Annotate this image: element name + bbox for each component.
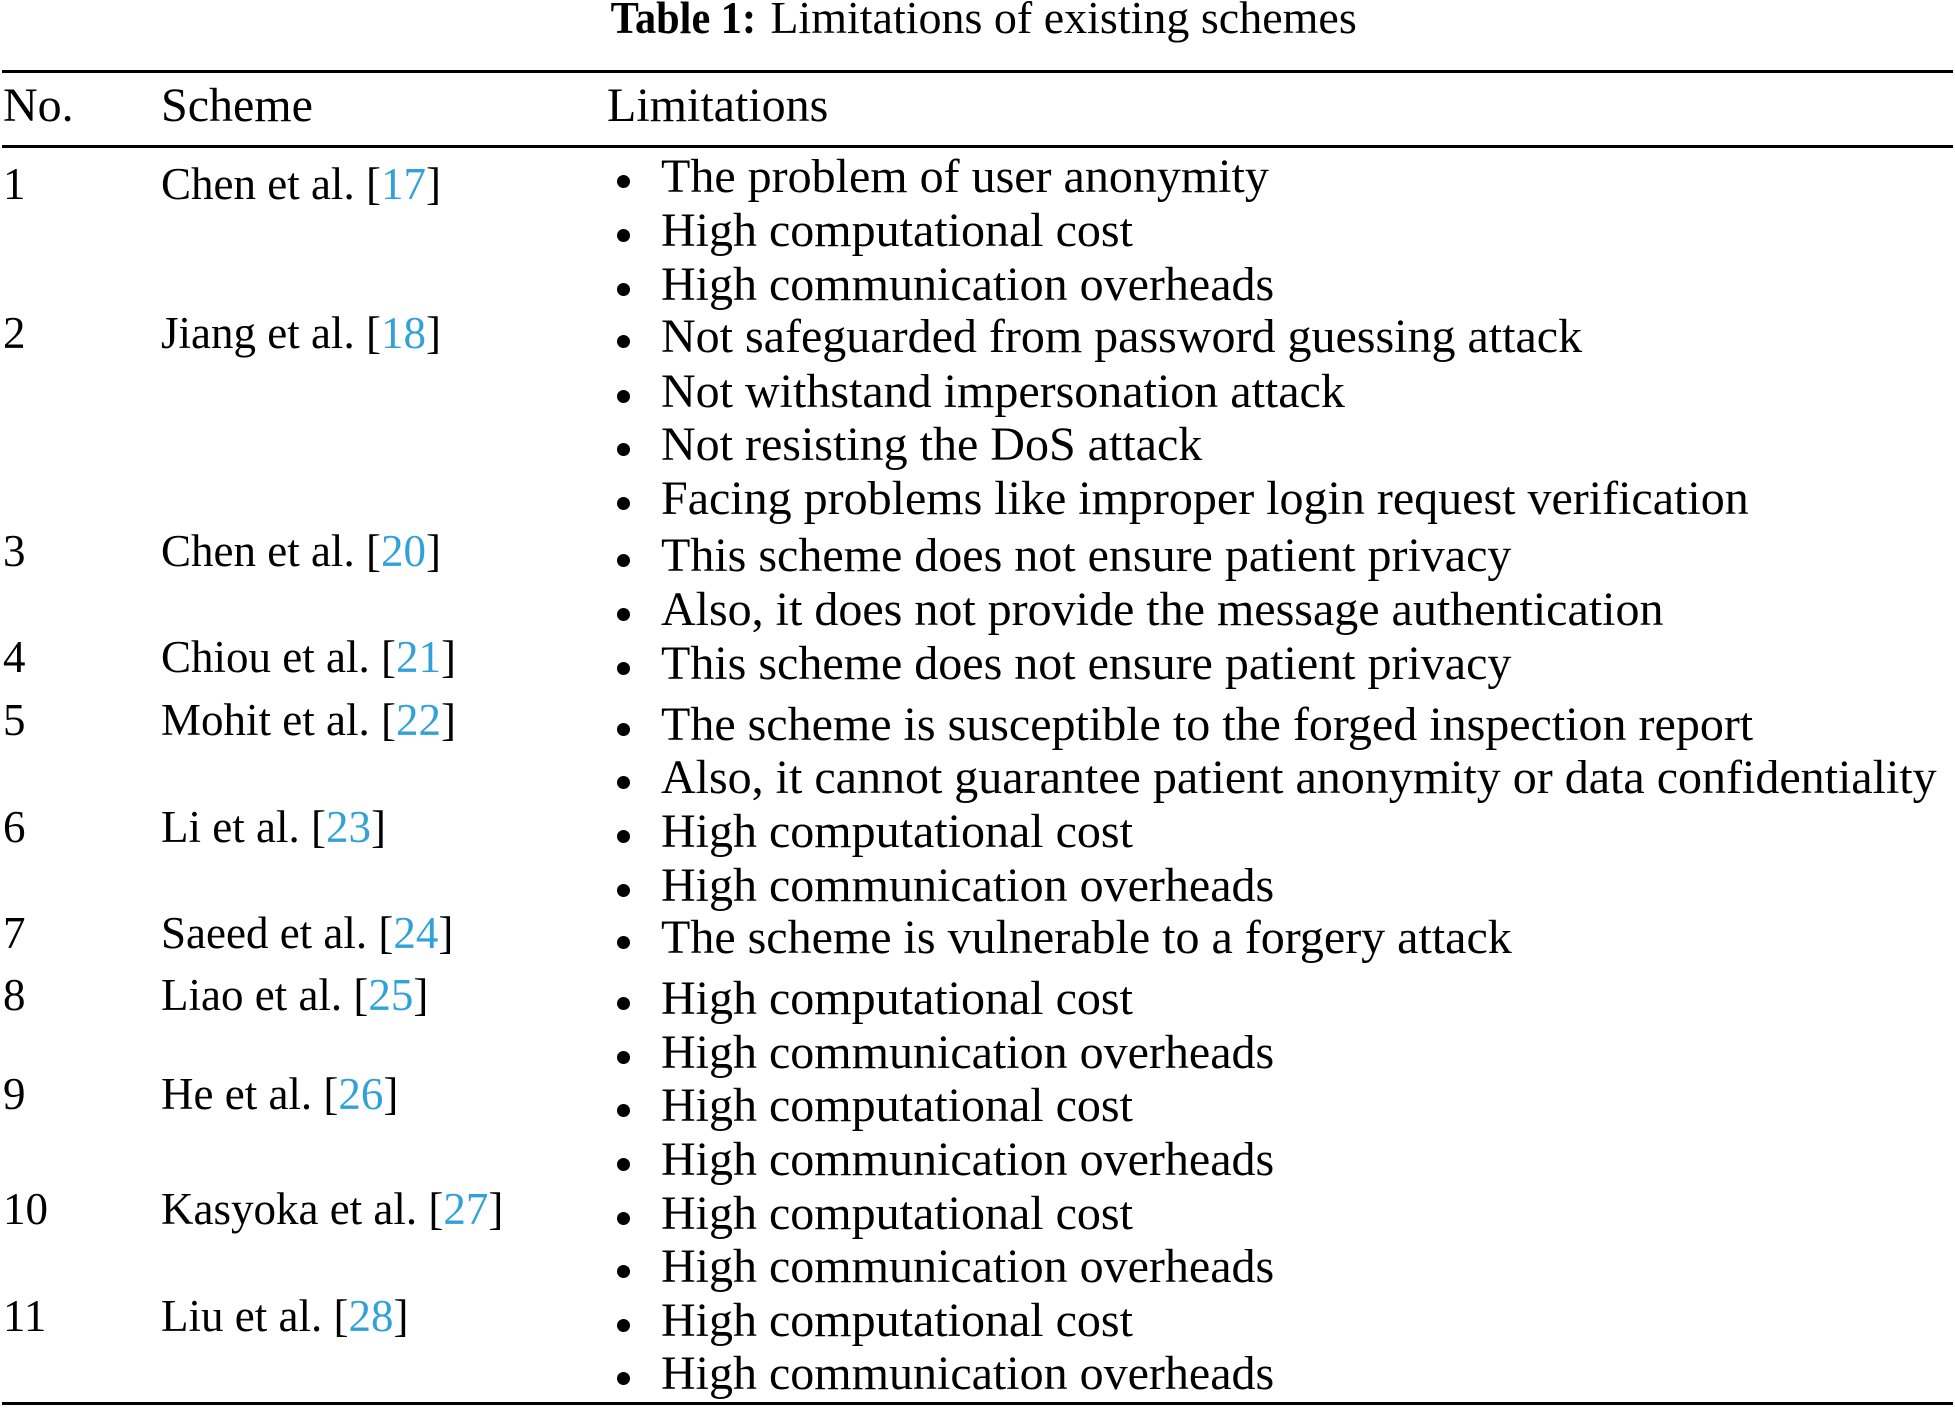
header-scheme: Scheme xyxy=(161,79,313,132)
scheme-cell xyxy=(161,1291,409,1341)
bracket: [ xyxy=(369,695,396,745)
limitation-item: This scheme does not ensure patient privacy xyxy=(661,529,1512,582)
limitation-item: High computational cost xyxy=(661,1187,1133,1240)
limitation-item: The problem of user anonymity xyxy=(661,150,1269,203)
limitation-item: The scheme is vulnerable to a forgery attack xyxy=(661,911,1512,964)
bracket: ] xyxy=(488,1184,504,1234)
limitation-item: High computational cost xyxy=(661,1079,1133,1132)
bracket: [ xyxy=(354,308,381,358)
limitation-item: The scheme is susceptible to the forged inspection report xyxy=(661,698,1754,751)
scheme-name: Kasyoka et al. xyxy=(161,1184,418,1234)
bracket: ] xyxy=(425,526,441,576)
caption-label: Table 1: xyxy=(610,0,757,43)
scheme-cell xyxy=(161,526,441,576)
row-number: 4 xyxy=(3,632,26,682)
citation-link[interactable]: 26 xyxy=(338,1069,384,1119)
scheme-cell xyxy=(161,632,456,682)
bullet-icon xyxy=(617,335,630,348)
bullet-icon xyxy=(617,608,630,621)
row-number: 11 xyxy=(3,1291,47,1341)
bullet-icon xyxy=(617,1212,630,1225)
row-number: 7 xyxy=(3,908,26,958)
bullet-icon xyxy=(617,1104,630,1117)
row-number: 3 xyxy=(3,526,26,576)
citation-link[interactable]: 17 xyxy=(380,159,426,209)
limitation-item: High communication overheads xyxy=(661,1347,1275,1400)
bracket: [ xyxy=(342,970,369,1020)
bracket: [ xyxy=(322,1291,349,1341)
scheme-name: Saeed et al. xyxy=(161,908,368,958)
limitation-item: High communication overheads xyxy=(661,258,1275,311)
bracket: ] xyxy=(440,695,456,745)
bullet-icon xyxy=(617,1265,630,1278)
caption-text: Limitations of existing schemes xyxy=(770,0,1357,43)
citation-link[interactable]: 28 xyxy=(348,1291,394,1341)
table-caption xyxy=(0,0,1955,41)
row-number: 9 xyxy=(3,1069,26,1119)
citation-link[interactable]: 24 xyxy=(393,908,439,958)
bullet-icon xyxy=(617,554,630,567)
bullet-icon xyxy=(617,283,630,296)
bullet-icon xyxy=(617,936,630,949)
limitation-item: Not withstand impersonation attack xyxy=(661,365,1345,418)
scheme-name: Mohit et al. xyxy=(161,695,370,745)
limitation-item: High communication overheads xyxy=(661,1240,1275,1293)
bracket: ] xyxy=(438,908,454,958)
bullet-icon xyxy=(617,1319,630,1332)
scheme-name: Chen et al. xyxy=(161,159,355,209)
scheme-name: Li et al. xyxy=(161,802,300,852)
scheme-cell xyxy=(161,308,441,358)
bracket: ] xyxy=(413,970,429,1020)
scheme-name: He et al. xyxy=(161,1069,313,1119)
bracket: ] xyxy=(370,802,386,852)
scheme-cell xyxy=(161,695,456,745)
bracket: ] xyxy=(440,632,456,682)
bullet-icon xyxy=(617,443,630,456)
limitation-item: Also, it does not provide the message authentication xyxy=(661,583,1664,636)
bullet-icon xyxy=(617,997,630,1010)
header-no: No. xyxy=(3,79,74,132)
scheme-cell xyxy=(161,1069,399,1119)
bullet-icon xyxy=(617,390,630,403)
scheme-name: Jiang et al. xyxy=(161,308,355,358)
limitation-item: High computational cost xyxy=(661,805,1133,858)
bullet-icon xyxy=(617,776,630,789)
header-rule xyxy=(2,145,1953,148)
limitation-item: High computational cost xyxy=(661,204,1133,257)
citation-link[interactable]: 21 xyxy=(395,632,441,682)
bullet-icon xyxy=(617,229,630,242)
bullet-icon xyxy=(617,723,630,736)
limitation-item: Also, it cannot guarantee patient anonymity or data confidentiality xyxy=(661,751,1937,804)
bracket: [ xyxy=(417,1184,444,1234)
bracket: [ xyxy=(312,1069,339,1119)
limitation-item: High computational cost xyxy=(661,1294,1133,1347)
scheme-cell xyxy=(161,908,454,958)
row-number: 6 xyxy=(3,802,26,852)
bullet-icon xyxy=(617,497,630,510)
limitation-item: Not resisting the DoS attack xyxy=(661,418,1203,471)
bullet-icon xyxy=(617,1051,630,1064)
citation-link[interactable]: 20 xyxy=(380,526,426,576)
scheme-name: Chen et al. xyxy=(161,526,355,576)
limitation-item: High communication overheads xyxy=(661,1133,1275,1186)
row-number: 8 xyxy=(3,970,26,1020)
bracket: ] xyxy=(425,308,441,358)
scheme-cell xyxy=(161,802,386,852)
bracket: [ xyxy=(354,159,381,209)
bullet-icon xyxy=(617,830,630,843)
scheme-name: Chiou et al. xyxy=(161,632,370,682)
citation-link[interactable]: 25 xyxy=(368,970,414,1020)
row-number: 1 xyxy=(3,159,26,209)
bottom-rule xyxy=(2,1402,1953,1405)
citation-link[interactable]: 23 xyxy=(325,802,371,852)
row-number: 2 xyxy=(3,308,26,358)
row-number: 5 xyxy=(3,695,26,745)
row-number: 10 xyxy=(3,1184,48,1234)
bracket: [ xyxy=(354,526,381,576)
limitation-item: High communication overheads xyxy=(661,859,1275,912)
bracket: ] xyxy=(425,159,441,209)
bullet-icon xyxy=(617,1158,630,1171)
bullet-icon xyxy=(617,1372,630,1385)
limitation-item: Facing problems like improper login request verification xyxy=(661,472,1749,525)
limitation-item: High computational cost xyxy=(661,972,1133,1025)
scheme-cell xyxy=(161,159,441,209)
citation-link[interactable]: 22 xyxy=(395,695,441,745)
scheme-name: Liu et al. xyxy=(161,1291,323,1341)
scheme-cell xyxy=(161,970,429,1020)
bullet-icon xyxy=(617,884,630,897)
limitation-item: This scheme does not ensure patient privacy xyxy=(661,637,1512,690)
bracket: [ xyxy=(299,802,326,852)
bracket: [ xyxy=(369,632,396,682)
limitation-item: High communication overheads xyxy=(661,1026,1275,1079)
bullet-icon xyxy=(617,662,630,675)
scheme-name: Liao et al. xyxy=(161,970,343,1020)
bullet-icon xyxy=(617,175,630,188)
citation-link[interactable]: 27 xyxy=(443,1184,489,1234)
bracket: [ xyxy=(367,908,394,958)
bracket: ] xyxy=(393,1291,409,1341)
header-limitations: Limitations xyxy=(607,79,829,132)
scheme-cell xyxy=(161,1184,504,1234)
top-rule xyxy=(2,70,1953,73)
citation-link[interactable]: 18 xyxy=(380,308,426,358)
bracket: ] xyxy=(383,1069,399,1119)
limitation-item: Not safeguarded from password guessing attack xyxy=(661,310,1583,363)
